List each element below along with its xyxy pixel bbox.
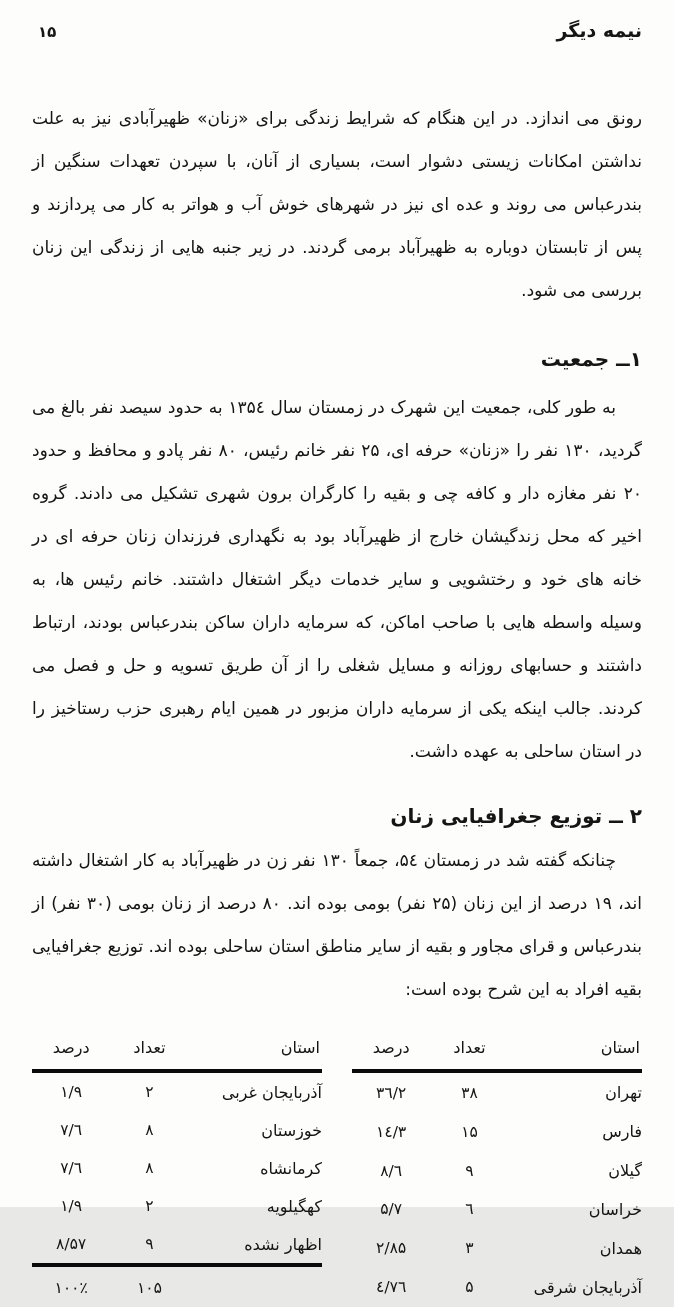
table-row — [32, 1225, 322, 1265]
province-cell: همدان — [599, 1238, 642, 1258]
table-header-row — [32, 1038, 322, 1071]
opening-paragraph: رونق می اندازد. در این هنگام که شرایط زندگی برای «زنان» ظهیرآبادی نیز به علت نداشتن امکانات زیستی دشوار است، بسیاری از آنان، با سپردن تعهدات سنگین از بندرعباس می روند و عده ای نیز در شهرهای خوش آب و هواتر به کار می پردازند و پس از تابستان دوباره به ظهیرآباد برمی گردند. در زیر جنبه هایی از زندگی این زنان بررسی می شود. — [32, 109, 642, 301]
percent-cell: ٤/۷٦ — [376, 1278, 407, 1297]
percent-cell: ۸/٦ — [380, 1161, 403, 1180]
province-cell: گیلان — [608, 1161, 642, 1180]
magazine-title: نیمه دیگر — [556, 20, 642, 42]
table-row — [352, 1112, 642, 1151]
province-table-right — [352, 1038, 642, 1307]
count-cell: ۲ — [145, 1197, 154, 1215]
province-cell: کهگیلویه — [266, 1196, 322, 1216]
table-row — [352, 1190, 642, 1229]
percent-cell: ۷/٦ — [60, 1159, 83, 1177]
column-header-percent: درصد — [352, 1038, 430, 1071]
count-cell: ۸ — [145, 1121, 154, 1139]
total-row — [32, 1265, 322, 1307]
percent-cell: ۱/۹ — [60, 1083, 83, 1101]
percent-cell: ۸/۵۷ — [56, 1235, 87, 1253]
total-label-cell — [189, 1265, 322, 1307]
count-cell: ۳ — [465, 1239, 474, 1258]
table-row — [352, 1071, 642, 1112]
distribution-tables — [32, 1038, 642, 1307]
section-2-paragraph: چنانکه گفته شد در زمستان ۵٤، جمعاً ۱۳۰ نفر زن در ظهیرآباد به کار اشتغال داشته اند، ۱۹ درصد از این زنان (۲۵ نفر) بومی بوده اند. ۸۰ درصد از زنان بومی (۳۰ نفر) از بندرعباس و قرای مجاور و بقیه از سایر مناطق استان ساحلی بوده اند. توزیع جغرافیایی بقیه افراد به این شرح بوده است: — [32, 851, 642, 1000]
province-cell: خراسان — [588, 1199, 642, 1219]
count-cell: ۲ — [145, 1083, 154, 1101]
table-row — [32, 1149, 322, 1187]
table-row — [352, 1268, 642, 1307]
percent-cell: ۷/٦ — [60, 1121, 83, 1139]
percent-cell: ۵/۷ — [380, 1200, 403, 1219]
table-row — [32, 1111, 322, 1149]
province-cell: آذربایجان غربی — [221, 1082, 322, 1102]
count-cell: ۹ — [145, 1235, 154, 1253]
column-header-count: تعداد — [110, 1038, 188, 1071]
total-percent: ۱۰۰٪ — [32, 1265, 110, 1307]
section-1-paragraph: به طور کلی، جمعیت این شهرک در زمستان سال ۱۳۵٤ به حدود سیصد نفر بالغ می گردید، ۱۳۰ نفر را «زنان» حرفه ای، ۲۵ نفر خانم رئیس، ۸۰ نفر پادو و محافظ و حدود ۲۰ نفر مغازه دار و کافه چی و بقیه را کارگران برون شهری تشکیل می دادند. گروه اخیر که محل زندگیشان خارج از ظهیرآباد بود به نگهداری فرزندان زنان حرفه ای در خانه های خود و رختشویی و سایر خدمات دیگر اشتغال داشتند. خانم رئیس ها، به وسیله واسطه هایی با صاحب اماکن، که سرمایه داران ساکن بندرعباس بودند، ارتباط داشتند و حسابهای روزانه و مسایل شغلی را از آن طریق تسویه و حل و فصل می کردند. جالب اینکه یکی از سرمایه داران مزبور در همین ایام رهبری حزب رستاخیز را در استان ساحلی به عهده داشت. — [32, 398, 642, 762]
percent-cell: ۳٦/۲ — [376, 1083, 407, 1102]
count-cell: ۹ — [465, 1161, 474, 1180]
table-header-row — [352, 1038, 642, 1071]
section-2-heading: ۲ ــ توزیع جغرافیایی زنان — [390, 804, 642, 828]
percent-cell: ۱/۹ — [60, 1197, 83, 1215]
count-cell: ۵ — [465, 1278, 474, 1297]
page-header — [32, 20, 642, 42]
table-row — [32, 1071, 322, 1111]
province-cell: فارس — [602, 1122, 642, 1142]
column-header-percent: درصد — [32, 1038, 110, 1071]
province-table-left — [32, 1038, 322, 1307]
table-row — [352, 1151, 642, 1190]
province-cell: خوزستان — [261, 1120, 322, 1140]
section-1-heading: ۱ــ جمعیت — [540, 347, 642, 371]
page-number: ۱۵ — [38, 23, 57, 41]
column-header-count: تعداد — [430, 1038, 508, 1071]
province-cell: تهران — [605, 1083, 642, 1103]
percent-cell: ۲/۸۵ — [376, 1239, 407, 1258]
province-cell: آذربایجان شرقی — [533, 1277, 642, 1297]
province-cell: اظهار نشده — [244, 1234, 322, 1254]
total-count: ۱۰۵ — [110, 1265, 188, 1307]
count-cell: ٦ — [465, 1200, 474, 1219]
province-cell: کرمانشاه — [260, 1158, 322, 1178]
count-cell: ۱۵ — [461, 1122, 478, 1141]
column-header-province: استان — [189, 1038, 322, 1071]
count-cell: ۸ — [145, 1159, 154, 1177]
column-header-province: استان — [509, 1038, 642, 1071]
count-cell: ۳۸ — [461, 1083, 478, 1102]
table-row — [352, 1229, 642, 1268]
percent-cell: ۱٤/۳ — [376, 1122, 407, 1141]
table-row — [32, 1187, 322, 1225]
